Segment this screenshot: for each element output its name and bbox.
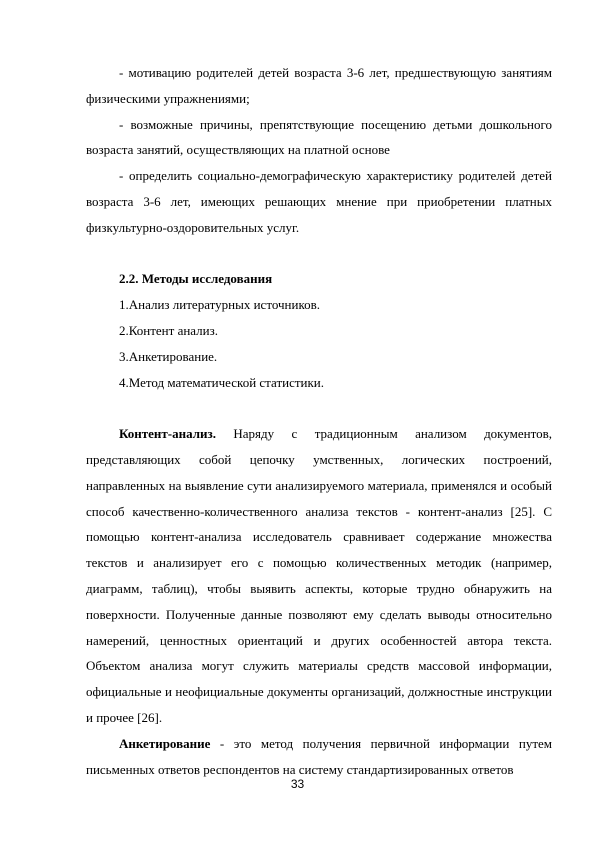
spacer bbox=[86, 395, 552, 421]
bullet-obstacles: - возможные причины, препятствующие посещению детьми дошкольного возраста занятий, осуществляющих на платной основе bbox=[86, 116, 552, 158]
page-number: 33 bbox=[290, 777, 305, 791]
bullet-demographics: - определить социально-демографическую характеристику родителей детей возраста 3-6 лет, имеющих решающих мнение при приобретении платных физкультурно-оздоровительных услуг. bbox=[86, 168, 552, 235]
section-heading: 2.2. Методы исследования bbox=[119, 271, 273, 287]
method-item-literature: 1.Анализ литературных источников. bbox=[119, 297, 320, 313]
term-survey: Анкетирование bbox=[119, 735, 211, 751]
page-content bbox=[86, 60, 552, 782]
spacer bbox=[86, 241, 552, 267]
bullet-motivation: - мотивацию родителей детей возраста 3-6 лет, предшествующую занятиям физическими упражнениями; bbox=[86, 65, 552, 106]
paragraph-content-analysis bbox=[86, 421, 552, 731]
method-item-statistics: 4.Метод математической статистики. bbox=[119, 374, 325, 390]
term-content-analysis: Контент-анализ. bbox=[119, 426, 216, 442]
method-item-survey: 3.Анкетирование. bbox=[119, 348, 218, 364]
method-item-content-analysis: 2.Контент анализ. bbox=[119, 322, 219, 338]
text-content-analysis: Наряду с традиционным анализом документов, представляющих собой цепочку умственных, логических построений, направленных на выявление сути анализируемого материала, применялся и особый способ качественно-количественного анализа текстов - контент-анализ [25]. С помощью контент-анализа исследователь сравнивает содержание множества текстов и анализирует его с помощью количественных методик (например, диаграмм, таблиц), чтобы выявить аспекты, которые трудно обнаружить на поверхности. Полученные данные позволяют ему сделать выводы относительно намерений, ценностных ориентаций и других особенностей автора текста. Объектом анализа могут служить материалы средств массовой информации, официальные и неофициальные документы организаций, должностные инструкции и прочее [26]. bbox=[86, 426, 552, 725]
paragraph-survey bbox=[86, 731, 552, 783]
text-survey: - это метод получения первичной информации путем письменных ответов респондентов на систему стандартизированных ответов bbox=[86, 735, 552, 777]
